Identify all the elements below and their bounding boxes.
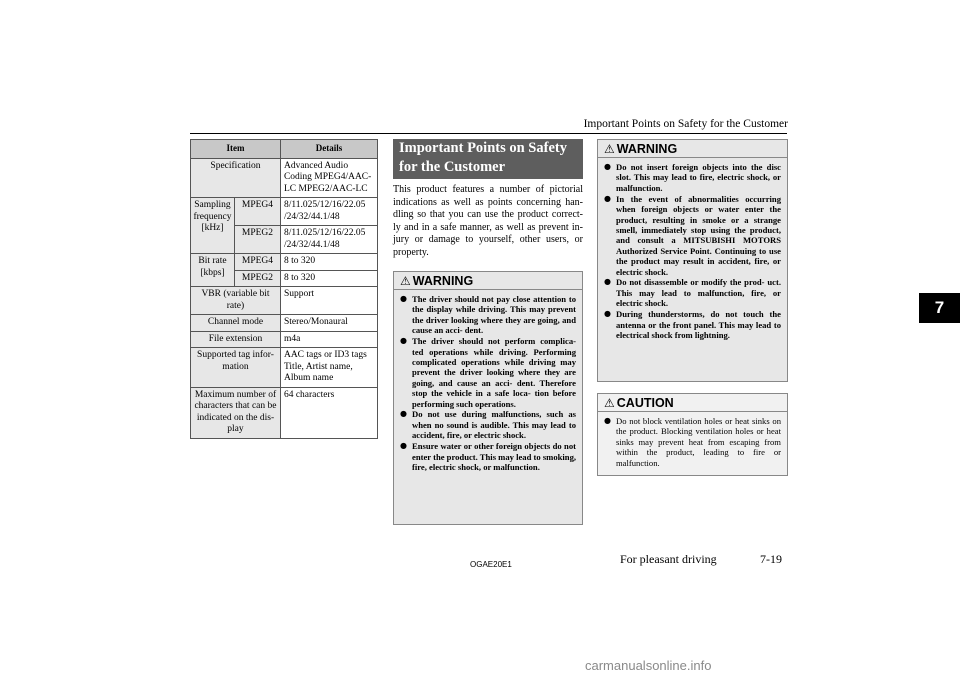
warning-triangle-icon: ⚠ (604, 141, 615, 156)
row-value: 64 characters (280, 387, 377, 438)
list-item-text: The driver should not perform complica- ted operations while driving. Performing complicated operations while driving may prevent the driver looking where they are going, and cause an acci- dent. Therefore stop the vehicle in a safe loca- tion before performing such operations. (412, 336, 576, 409)
bullet-icon: ● (604, 309, 611, 319)
page-number: 7-19 (760, 552, 782, 566)
bullet-icon: ● (604, 416, 611, 425)
row-sublabel: MPEG2 (234, 226, 280, 254)
warning-box-header (598, 140, 787, 158)
table-row (191, 198, 378, 226)
specifications-table (190, 139, 378, 439)
watermark-text: carmanualsonline.info (585, 658, 712, 673)
list-item-text: Do not insert foreign objects into the disc slot. This may lead to fire, electric shock, or malfunction. (616, 162, 781, 193)
table-header-row (191, 140, 378, 159)
list-item (400, 294, 576, 336)
list-item (400, 441, 576, 472)
warning-box-2 (597, 139, 788, 382)
warning-title: WARNING (412, 273, 474, 288)
list-item-text: Ensure water or other foreign objects do not enter the product. This may lead to smoking, fire, electric shock, or malfunction. (412, 441, 577, 472)
table-head-details: Details (280, 140, 377, 159)
caution-box-header (598, 394, 787, 412)
row-value: 8/11.025/12/16/22.05 /24/32/44.1/48 (280, 198, 377, 226)
table-head-item: Item (191, 140, 281, 159)
table-row (191, 331, 378, 348)
header-rule (190, 133, 787, 134)
bullet-icon: ● (400, 409, 407, 419)
row-label: File extension (191, 331, 281, 348)
section-heading: Important Points on Safety for the Customer (393, 139, 583, 179)
row-label: Supported tag infor- mation (191, 348, 281, 388)
list-item (604, 309, 781, 340)
chapter-tab[interactable]: 7 (919, 293, 960, 323)
warning-triangle-icon: ⚠ (400, 273, 411, 288)
running-header: Important Points on Safety for the Customer (583, 118, 788, 130)
caution-title: CAUTION (616, 395, 674, 410)
warning-title: WARNING (616, 141, 678, 156)
list-item-text: During thunderstorms, do not touch the antenna or the front panel. This may lead to electrical shock from lightning. (616, 309, 781, 340)
list-item (400, 336, 576, 409)
list-item (604, 194, 781, 277)
list-item-text: Do not use during malfunctions, such as when no sound is audible. This may lead to accident, fire, or electric shock. (412, 409, 576, 441)
bullet-icon: ● (604, 277, 611, 287)
table-row (191, 254, 378, 271)
row-value: m4a (280, 331, 377, 348)
row-value: Stereo/Monaural (280, 315, 377, 332)
warning-box-1 (393, 271, 583, 525)
list-item (604, 416, 781, 468)
caution-box (597, 393, 788, 476)
bullet-icon: ● (400, 336, 407, 346)
table-row (191, 348, 378, 388)
row-label: Specification (191, 158, 281, 198)
warning-box-header (394, 272, 582, 290)
row-value: 8 to 320 (280, 254, 377, 271)
list-item-text: Do not disassemble or modify the prod- uct. This may lead to malfunction, fire, or electric shock. (616, 277, 781, 309)
table-row (191, 287, 378, 315)
table-row (191, 387, 378, 438)
document-code: OGAE20E1 (470, 560, 512, 569)
row-value: 8 to 320 (280, 270, 377, 287)
row-label: Bit rate [kbps] (191, 254, 235, 287)
row-value: 8/11.025/12/16/22.05 /24/32/44.1/48 (280, 226, 377, 254)
bullet-icon: ● (400, 441, 407, 451)
warning-list (394, 290, 582, 477)
row-label: VBR (variable bit rate) (191, 287, 281, 315)
row-value: AAC tags or ID3 tags Title, Artist name, Album name (280, 348, 377, 388)
row-label: Sampling frequency [kHz] (191, 198, 235, 254)
table-row (191, 158, 378, 198)
list-item (400, 409, 576, 440)
list-item-text: In the event of abnormalities occurring when foreign objects or water enter the product, resulting in smoke or a strange smell, immediately stop using the product, and consult a MITSUBISHI MOTORS Authorized Service Point. Continuing to use the product may result in accident, fire, or electric shock. (616, 193, 781, 277)
list-item-text: The driver should not pay close attention to the display while driving. This may prevent the driver looking where they are going, and cause an acci- dent. (412, 294, 576, 336)
intro-paragraph: This product features a number of pictorial indications as well as points concerning han- dling so that you can use the product correct- ly and in a safe manner, as well as prevent in- jury or damage to yourself, other users, or property. (393, 184, 583, 258)
row-sublabel: MPEG4 (234, 198, 280, 226)
row-sublabel: MPEG2 (234, 270, 280, 287)
bullet-icon: ● (604, 193, 611, 203)
row-label: Channel mode (191, 315, 281, 332)
row-value: Advanced Audio Coding MPEG4/AAC-LC MPEG2/AAC-LC (280, 158, 377, 198)
row-value: Support (280, 287, 377, 315)
caution-list (598, 412, 787, 473)
bullet-icon: ● (400, 294, 407, 303)
footer-section-name: For pleasant driving (620, 552, 717, 566)
row-label: Maximum number of characters that can be indicated on the dis- play (191, 387, 281, 438)
list-item-text: Do not block ventilation holes or heat sinks on the product. Blocking ventilation holes or heat sinks may prevent heat from escaping from within the product, leading to fire or malfunction. (616, 416, 781, 468)
table-row (191, 315, 378, 332)
bullet-icon: ● (604, 162, 611, 171)
caution-triangle-icon: ⚠ (604, 395, 615, 410)
warning-list (598, 158, 787, 345)
list-item (604, 277, 781, 308)
row-sublabel: MPEG4 (234, 254, 280, 271)
list-item (604, 162, 781, 193)
